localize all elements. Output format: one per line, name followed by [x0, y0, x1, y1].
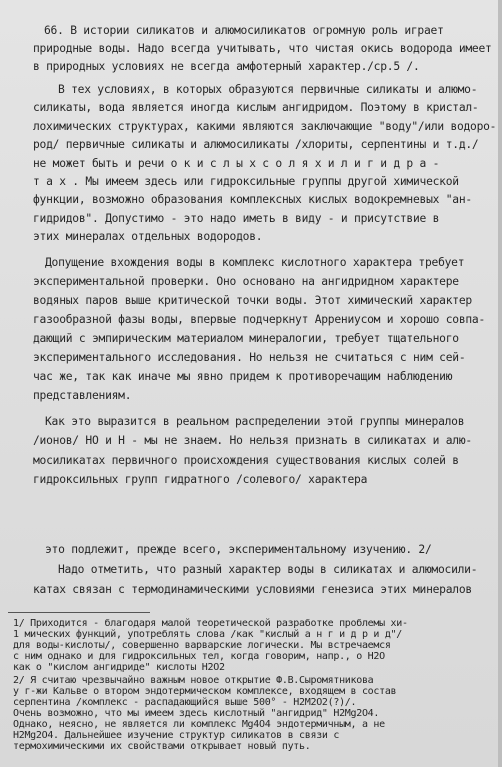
- body-line-13: Допущение вхождения воды в комплекс кислотного характера требует: [45, 256, 465, 269]
- body-line-5: силикаты, вода является иногда кислым ангидридом. Поэтому в кристал-: [33, 101, 479, 114]
- footnote-line-7: у г-жи Кальве о втором эндотермическом комплексе, входящем в состав: [13, 686, 397, 697]
- body-line-14: экспериментальной проверки. Оно основано на ангидридном характере: [33, 275, 459, 288]
- body-line-27: катах связан с термодинамическими условиями генезиса этих минералов: [33, 583, 472, 596]
- body-line-17: дающий с эмпирическим материалом минералогии, требует тщательного: [33, 332, 459, 345]
- footnote-line-1: 1/ Приходится - благодаря малой теоретической разработке проблемы хи-: [13, 618, 408, 629]
- footnote-line-11: H2Mg2O4. Дальнейшее изучение структур силикатов в связи с: [13, 730, 340, 741]
- body-line-12: этих минералах отдельных водородов.: [33, 230, 263, 243]
- body-line-15: водяных паров выше критической точки воды. Этот химический характер: [33, 294, 472, 307]
- footnote-line-2: 1 мических функций, употреблять слова /как "кислый а н г и д р и д"/: [13, 629, 402, 640]
- body-line-9: т а х . Мы имеем здесь или гидроксильные группы другой химической: [33, 175, 459, 188]
- footnote-line-6: 2/ Я считаю чрезвычайно важным новое открытие Ф.В.Сыромятникова: [13, 675, 374, 686]
- footnote-line-10: Однако, неясно, не является ли комплекс Mg4O4 эндотермичным, а не: [13, 719, 385, 730]
- body-line-24: гидроксильных групп гидратного /солевого/ характера: [33, 473, 368, 486]
- footnote-line-9: Очень возможно, что мы имеем здесь кислотный "ангидрид" H2Mg2O4.: [13, 708, 380, 719]
- body-line-1: 66. В истории силикатов и алюмосиликатов огромную роль играет: [44, 24, 444, 37]
- body-line-19: час же, так как иначе мы явно придем к противоречащим наблюдению: [33, 370, 453, 383]
- body-line-6: лохимических структурах, какими являются заключающие "воду"/или водоро-: [33, 120, 497, 133]
- footnote-separator: [8, 612, 150, 613]
- body-line-23: мосиликатах первичного происхождения существования кислых солей в: [33, 454, 459, 467]
- footnote-line-8: серпентина /комплекс - распадающийся выше 500° - H2M2O2(?)/.: [13, 697, 357, 708]
- body-line-21: Как это выразится в реальном распределении этой группы минералов: [45, 415, 465, 428]
- body-line-25: это подлежит, прежде всего, экспериментальному изучению. 2/: [45, 543, 432, 556]
- body-line-11: гидридов". Допустимо - это надо иметь в виду - и присутствие в: [33, 212, 440, 225]
- page-edge: [498, 0, 502, 767]
- footnote-line-12: термохимическими их свойствами открывает новый путь.: [13, 741, 311, 752]
- body-line-2: природные воды. Надо всегда учитывать, что чистая окись водорода имеет: [33, 42, 492, 55]
- body-line-22: /ионов/ НО и Н - мы не знаем. Но нельзя признать в силикатах и алю-: [33, 434, 472, 447]
- body-line-20: представлениям.: [33, 389, 132, 402]
- footnote-line-3: для воды-кислоты/, совершенно варварские логически. Мы встречаемся: [13, 640, 391, 651]
- body-line-7: род/ первичные силикаты и алюмосиликаты /хлориты, серпентины и т.д./: [33, 138, 479, 151]
- body-line-18: экспериментального исследования. Но нельзя не считаться с ним сей-: [33, 351, 466, 364]
- body-line-10: функции, возможно образования комплексных кислых водокремневых "ан-: [33, 193, 472, 206]
- footnote-line-4: с ним однако и для гидроксильных тел, когда говорим, напр., о H2O: [13, 651, 385, 662]
- footnote-line-5: как о "кислом ангидриде" кислоты H2O2: [13, 662, 225, 673]
- body-line-4: В тех условиях, в которых образуются первичные силикаты и алюмо-: [58, 83, 478, 96]
- body-line-16: газообразной фазы воды, впервые подчеркнут Аррениусом и хорошо совпа-: [33, 313, 486, 326]
- body-line-8: не может быть и речи о к и с л ы х с о л я х и л и г и д р а -: [33, 157, 440, 170]
- body-line-3: в природных условиях не всегда амфотерный характер./ср.5 /.: [33, 60, 420, 73]
- body-line-26: Надо отметить, что разный характер воды в силикатах и алюмосили-: [58, 563, 478, 576]
